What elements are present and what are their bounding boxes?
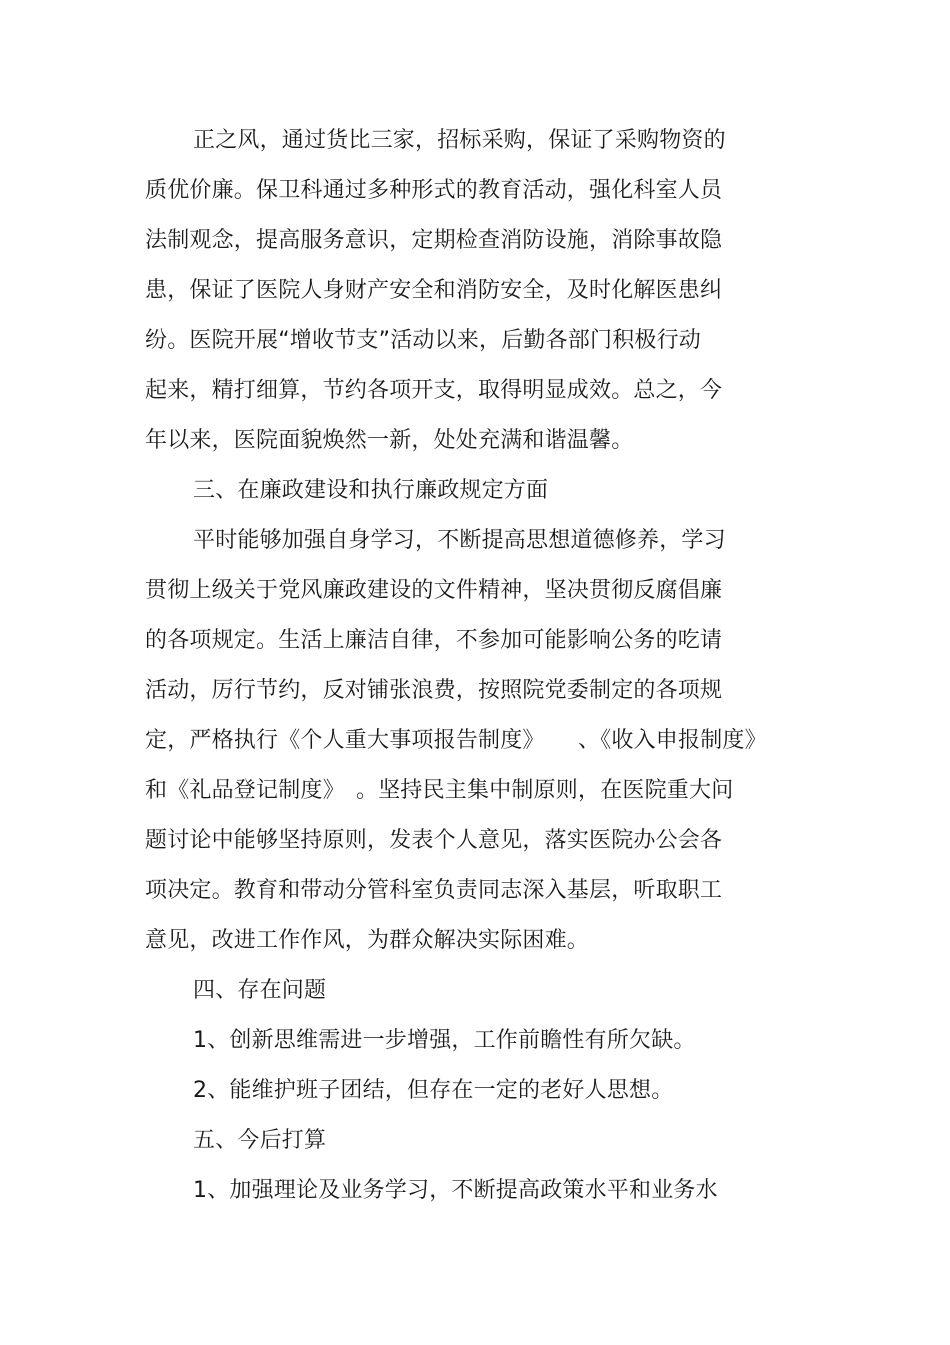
text-line: 题讨论中能够坚持原则，发表个人意见，落实医院办公会各 <box>145 828 723 853</box>
text-line: 起来，精打细算，节约各项开支，取得明显成效。总之，今 <box>145 378 723 403</box>
text-line: 平时能够加强自身学习，不断提高思想道德修养，学习 <box>193 528 726 553</box>
text-line: 正之风，通过货比三家，招标采购，保证了采购物资的 <box>193 128 726 153</box>
section-heading: 四、存在问题 <box>193 978 327 1003</box>
section-heading: 五、今后打算 <box>193 1128 327 1153</box>
text-line: 活动，厉行节约，反对铺张浪费，按照院党委制定的各项规 <box>145 678 723 703</box>
list-item: 1、创新思维需进一步增强，工作前瞻性有所欠缺。 <box>193 1028 696 1053</box>
text-line: 意见，改进工作作风，为群众解决实际困难。 <box>145 928 590 953</box>
list-item: 1、加强理论及业务学习，不断提高政策水平和业务水 <box>193 1178 718 1203</box>
text-line: 的各项规定。生活上廉洁自律，不参加可能影响公务的吃请 <box>145 628 723 653</box>
text-line: 年以来，医院面貌焕然一新，处处充满和谐温馨。 <box>145 428 634 453</box>
list-item: 2、能维护班子团结，但存在一定的老好人思想。 <box>193 1078 674 1103</box>
text-line: 定，严格执行《个人重大事项报告制度》 、《收入申报制度》 <box>145 728 767 753</box>
text-line: 和《礼品登记制度》 。坚持民主集中制原则，在医院重大问 <box>145 778 734 803</box>
section-heading: 三、在廉政建设和执行廉政规定方面 <box>193 478 549 503</box>
text-line: 患，保证了医院人身财产安全和消防安全，及时化解医患纠 <box>145 278 723 303</box>
text-line: 贯彻上级关于党风廉政建设的文件精神，坚决贯彻反腐倡廉 <box>145 578 723 603</box>
text-line: 项决定。教育和带动分管科室负责同志深入基层，听取职工 <box>145 878 723 903</box>
text-line: 纷。医院开展“增收节支”活动以来，后勤各部门积极行动 <box>145 328 701 353</box>
text-line: 质优价廉。保卫科通过多种形式的教育活动，强化科室人员 <box>145 178 723 203</box>
text-line: 法制观念，提高服务意识，定期检查消防设施，消除事故隐 <box>145 228 723 253</box>
